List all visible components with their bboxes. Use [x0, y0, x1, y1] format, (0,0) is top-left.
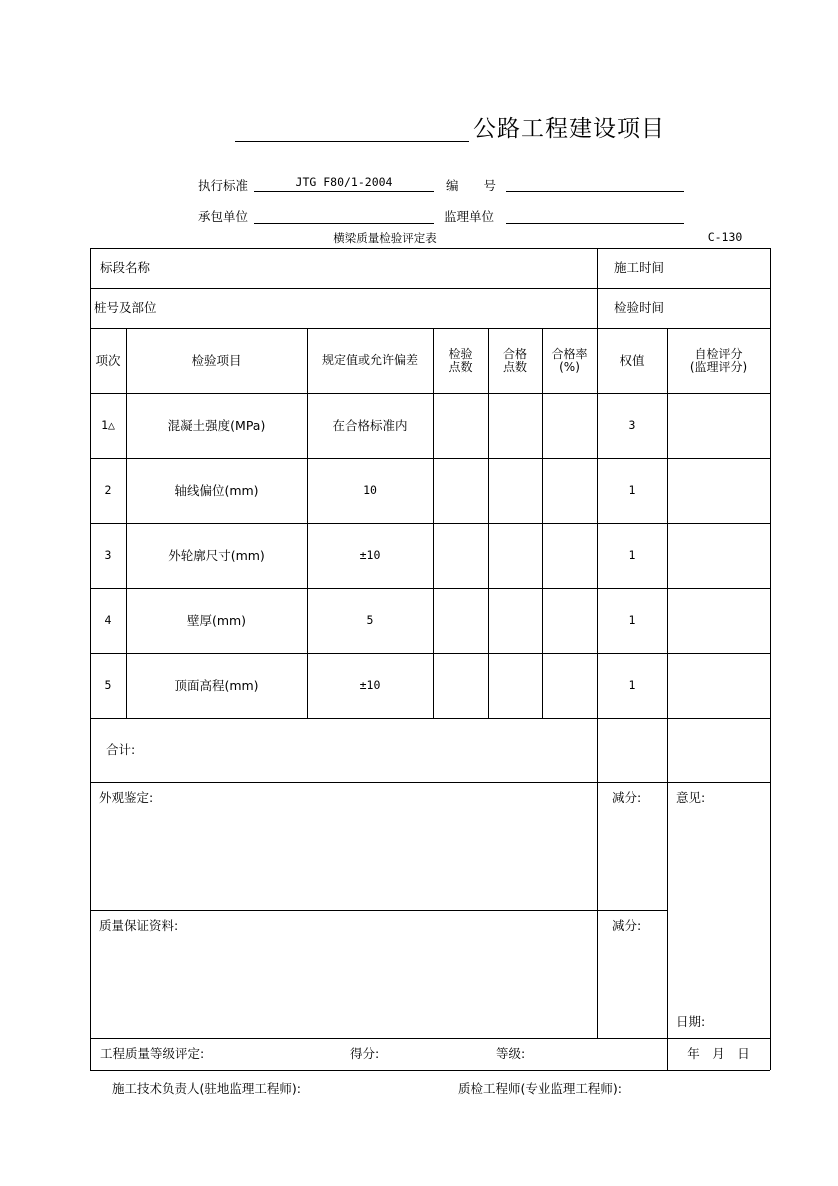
- supervisor-label: 监理单位: [444, 209, 495, 224]
- inspection-time-label: 检验时间: [614, 300, 665, 316]
- project-name-blank[interactable]: [235, 141, 469, 142]
- col-score-header-line1: 自检评分: [694, 346, 743, 361]
- col-spec-header: 规定值或允许偏差: [321, 353, 418, 368]
- section-name-label: 标段名称: [100, 260, 151, 276]
- row-2-item: 轴线偏位(mm): [174, 482, 259, 498]
- row-1-spec: 在合格标准内: [332, 417, 408, 433]
- col-score-header: [667, 328, 770, 393]
- row-4-spec: 5: [366, 613, 374, 628]
- col-rate-header: [542, 328, 597, 393]
- col-weight-header: 权值: [619, 352, 645, 368]
- row-3-seq: 3: [104, 548, 112, 563]
- col-passed-header-line2: 点数: [502, 359, 527, 374]
- date-label: 日期:: [676, 1014, 706, 1029]
- row-5-item: 顶面高程(mm): [174, 677, 259, 693]
- pile-location-field[interactable]: [170, 288, 596, 328]
- row-5-weight: 1: [628, 678, 636, 693]
- row-1-weight: 3: [628, 418, 636, 433]
- row-3-spec: ±10: [359, 548, 381, 563]
- number-label: 编 号: [446, 178, 497, 193]
- row-4-item: 壁厚(mm): [186, 612, 247, 628]
- quality-docs-label: 质量保证资料:: [99, 918, 179, 933]
- form-code: C-130: [707, 230, 743, 244]
- col-points-header-line2: 点数: [448, 359, 473, 374]
- row-1-seq: 1△: [101, 418, 115, 433]
- standard-value[interactable]: JTG F80/1-2004: [295, 175, 393, 189]
- inspection-time-field[interactable]: [668, 288, 769, 328]
- deduction-label-1: 减分:: [612, 790, 642, 805]
- col-points-header: [433, 328, 488, 393]
- standard-label: 执行标准: [198, 178, 249, 193]
- row-5-seq: 5: [104, 678, 112, 693]
- total-label: 合计:: [106, 742, 136, 758]
- col-passed-header: [488, 328, 542, 393]
- contractor-label: 承包单位: [198, 209, 249, 224]
- inspection-table: [90, 248, 770, 1070]
- qc-engineer-label: 质检工程师(专业监理工程师):: [458, 1081, 622, 1096]
- tech-lead-label: 施工技术负责人(驻地监理工程师):: [112, 1081, 301, 1096]
- score-label: 得分:: [350, 1046, 380, 1062]
- standard-underline: [254, 191, 434, 192]
- section-name-field[interactable]: [126, 248, 596, 288]
- col-points-header-line1: 检验: [448, 346, 473, 361]
- appearance-label: 外观鉴定:: [99, 790, 154, 805]
- row-3-item: 外轮廓尺寸(mm): [168, 547, 265, 563]
- row-4-weight: 1: [628, 613, 636, 628]
- col-score-header-line2: (监理评分): [689, 359, 748, 374]
- construction-time-field[interactable]: [668, 248, 769, 288]
- page-title: 公路工程建设项目: [473, 116, 665, 142]
- total-weight-field[interactable]: [598, 718, 667, 782]
- deduction-label-2: 减分:: [612, 918, 642, 933]
- row-5-spec: ±10: [359, 678, 381, 693]
- col-rate-header-line2: (%): [559, 359, 580, 374]
- date-ymd: 年 月 日: [687, 1046, 750, 1062]
- number-field[interactable]: [506, 191, 684, 192]
- col-rate-header-line1: 合格率: [551, 346, 588, 361]
- row-3-weight: 1: [628, 548, 636, 563]
- row-2-seq: 2: [104, 483, 112, 498]
- col-seq-header: 项次: [95, 352, 121, 368]
- pile-location-label: 桩号及部位: [94, 300, 157, 316]
- grade-eval-label: 工程质量等级评定:: [100, 1046, 205, 1062]
- supervisor-field[interactable]: [506, 223, 684, 224]
- construction-time-label: 施工时间: [614, 260, 665, 276]
- row-4-seq: 4: [104, 613, 112, 628]
- row-2-weight: 1: [628, 483, 636, 498]
- row-2-spec: 10: [363, 483, 377, 498]
- form-title: 横梁质量检验评定表: [333, 231, 437, 245]
- total-score-field[interactable]: [668, 718, 769, 782]
- opinion-label: 意见:: [676, 790, 706, 805]
- grade-label: 等级:: [496, 1046, 526, 1062]
- contractor-field[interactable]: [254, 223, 434, 224]
- col-item-header: 检验项目: [191, 352, 242, 368]
- col-passed-header-line1: 合格: [502, 346, 527, 361]
- row-1-item: 混凝土强度(MPa): [167, 417, 266, 433]
